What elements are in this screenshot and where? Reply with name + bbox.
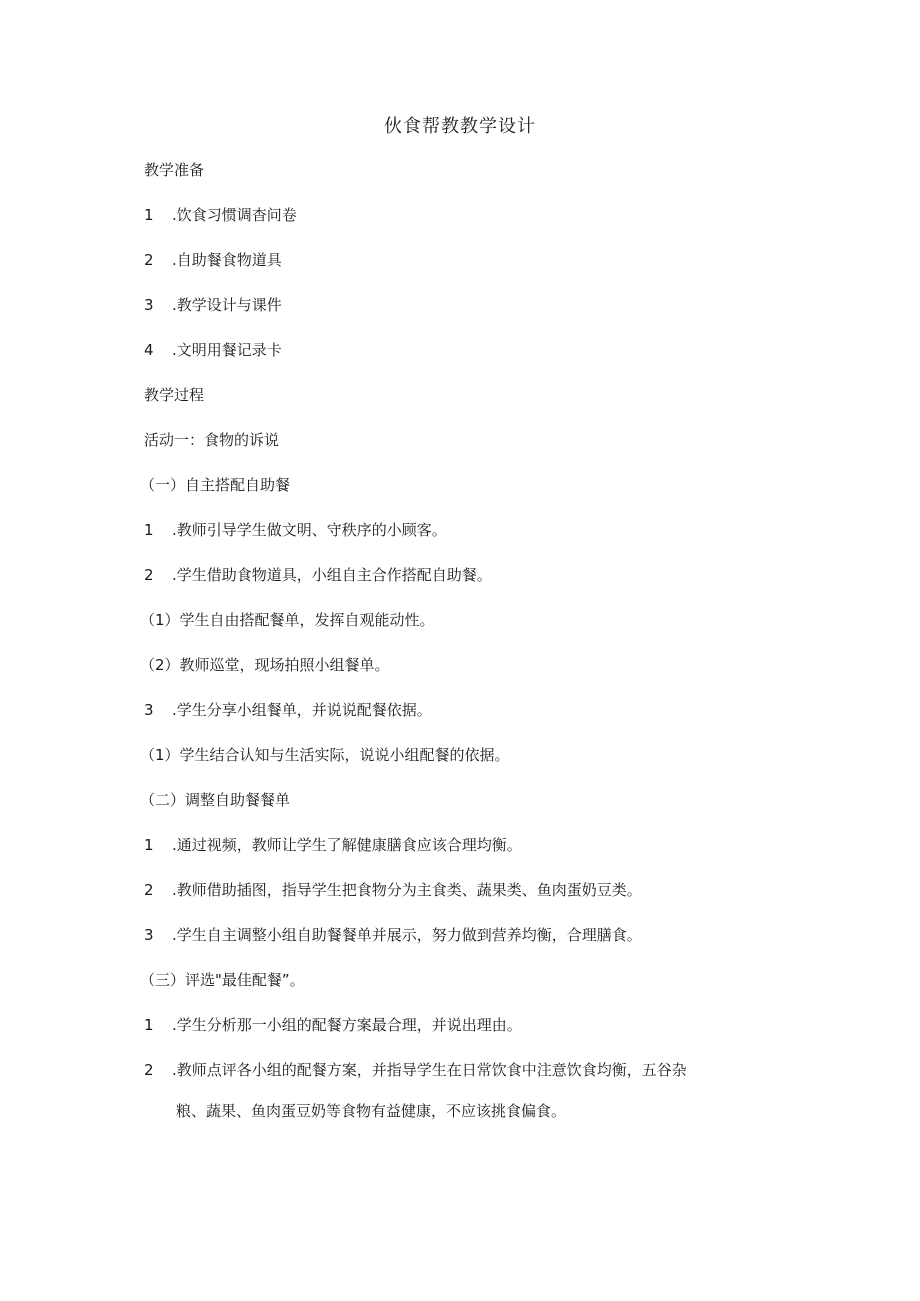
document-body — [140, 157, 784, 1143]
list-item: 2 .教师点评各小组的配餐方案，并指导学生在日常饮食中注意饮食均衡，五谷杂 — [144, 1061, 687, 1079]
list-item: 1 .饮食习惯调杳问卷 — [144, 206, 297, 224]
sub-list-item: （2）教师巡堂，现场拍照小组餐单。 — [140, 656, 390, 674]
list-item-continuation: 粮、蔬果、鱼肉蛋豆奶等食物有益健康，不应该挑食偏食。 — [176, 1102, 567, 1120]
section-heading: 教学准备 — [144, 161, 205, 179]
list-item: 2 .教师借助插图，指导学生把食物分为主食类、蔬果类、鱼肉蛋奶豆类。 — [144, 881, 642, 899]
section-heading: 教学过程 — [144, 386, 205, 404]
subsection-heading: （二）调整自助餐餐单 — [140, 791, 291, 809]
document-title: 伙食帮教教学设计 — [384, 116, 536, 137]
sub-list-item: （1）学生自由搭配餐单，发挥自观能动性。 — [140, 611, 435, 629]
list-item: 3 .学生自主调整小组自助餐餐单并展示，努力做到营养均衡，合理膳食。 — [144, 926, 642, 944]
list-item: 1 .教师引导学生做文明、守秩序的小顾客。 — [144, 521, 447, 539]
list-item: 1 .通过视频，教师让学生了解健康膳食应该合理均衡。 — [144, 836, 522, 854]
subsection-heading: （一）自主搭配自助餐 — [140, 476, 291, 494]
list-item: 3 .教学设计与课件 — [144, 296, 282, 314]
activity-heading: 活动一：食物的诉说 — [144, 431, 280, 449]
list-item: 1 .学生分析那一小组的配餐方案最合理，并说出理由。 — [144, 1016, 522, 1034]
list-item: 2 .自助餐食物道具 — [144, 251, 282, 269]
subsection-heading: （三）评选"最佳配餐”。 — [140, 971, 305, 989]
sub-list-item: （1）学生结合认知与生活实际，说说小组配餐的依据。 — [140, 746, 510, 764]
list-item: 4 .文明用餐记录卡 — [144, 341, 282, 359]
list-item: 2 .学生借助食物道具，小组自主合作搭配自助餐。 — [144, 566, 492, 584]
list-item: 3 .学生分享小组餐单，并说说配餐依据。 — [144, 701, 432, 719]
